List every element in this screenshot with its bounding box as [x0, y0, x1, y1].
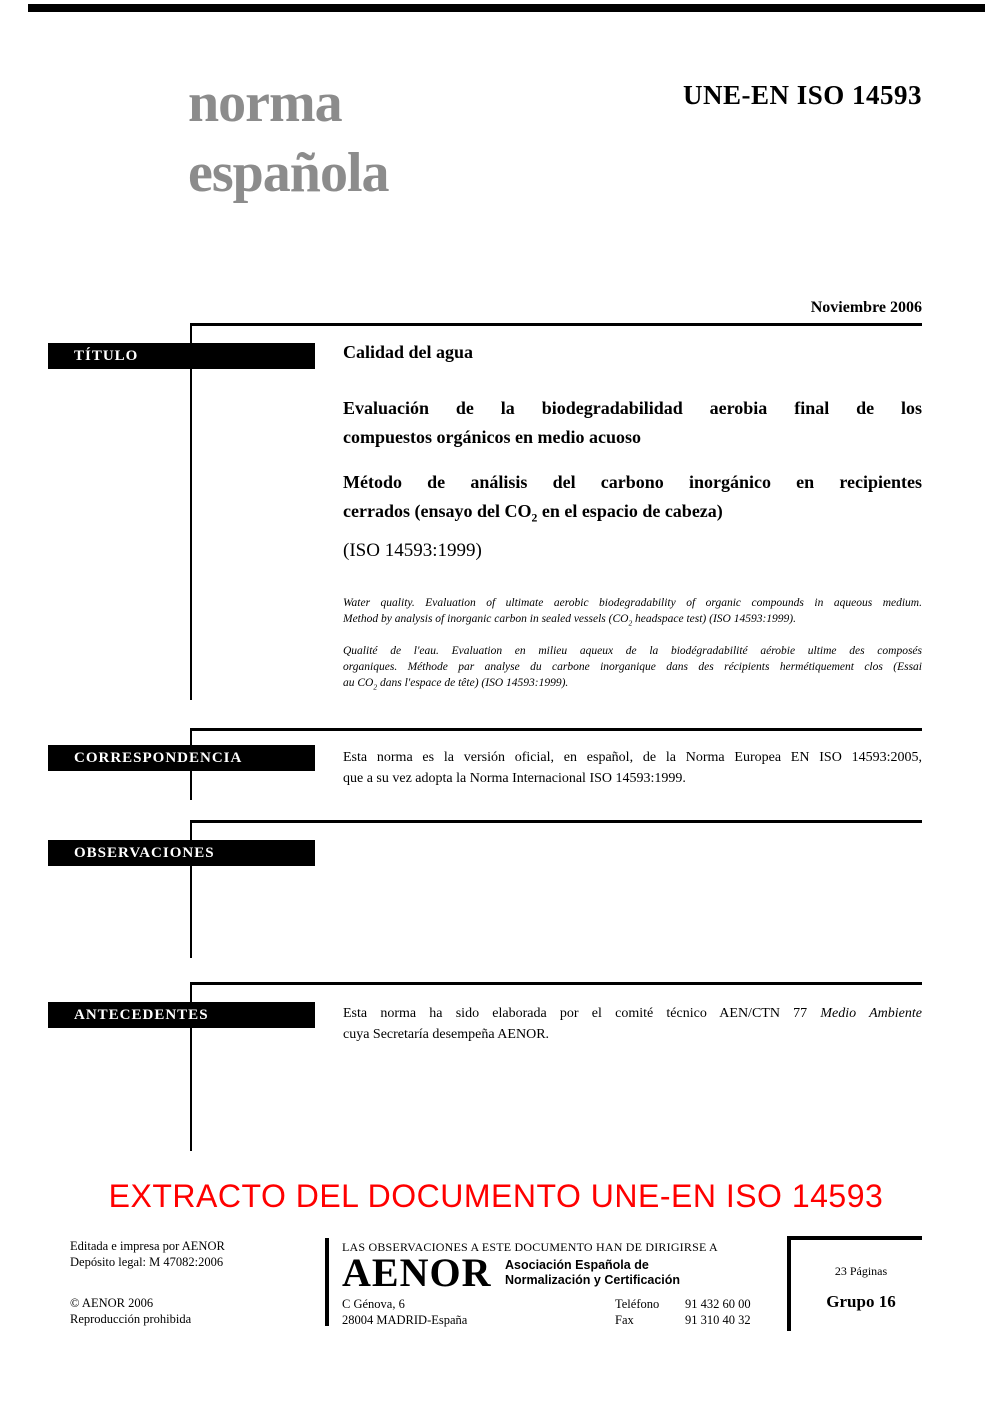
- committee-name: Medio Ambiente: [820, 1006, 922, 1021]
- section-label-observaciones: OBSERVACIONES: [48, 840, 315, 866]
- vertical-rule-titulo: [190, 323, 192, 700]
- horizontal-rule-antecedentes: [190, 982, 922, 985]
- antecedentes-text: [343, 1003, 922, 1045]
- footer-edited-by: Editada e impresa por AENOR: [70, 1239, 225, 1253]
- section-label-titulo: TÍTULO: [48, 343, 315, 369]
- correspondencia-line2: que a su vez adopta la Norma Internacional ISO 14593:1999.: [343, 771, 686, 786]
- title-english: [343, 595, 922, 631]
- brand-line-2: española: [188, 142, 389, 204]
- horizontal-rule-correspondencia: [190, 728, 922, 731]
- aenor-address: [342, 1296, 467, 1328]
- aenor-logo: AENOR: [342, 1250, 492, 1295]
- fax-label: Fax: [615, 1313, 634, 1327]
- title-english-line2: Method by analysis of inorganic carbon in sealed vessels ($CO_2$ headspace test) (ISO 14593:1999).: [343, 613, 797, 628]
- title-french-line3: au $CO_2$ dans l'espace de tête) (ISO 14593:1999).: [343, 677, 569, 692]
- title-spanish: [343, 394, 922, 452]
- co2-subscript: 2: [531, 511, 538, 525]
- title-english-line1: Water quality. Evaluation of ultimate aerobic biodegradability of organic compounds in aqueous medium.: [343, 597, 922, 609]
- antecedentes-line2: cuya Secretaría desempeña AENOR.: [343, 1027, 550, 1042]
- aenor-organization-name: Asociación Española de Normalización y Certificación: [505, 1258, 681, 1287]
- footer-contact: [615, 1296, 751, 1328]
- footer-notice: LAS OBSERVACIONES A ESTE DOCUMENTO HAN DE DIRIGIRSE A: [342, 1240, 718, 1254]
- iso-reference: (ISO 14593:1999): [343, 540, 482, 561]
- phone-number: 91 432 60 00: [685, 1297, 751, 1311]
- brand-line-1: norma: [188, 72, 342, 134]
- page-count: 23 Páginas: [834, 1264, 888, 1278]
- co2-subscript: 2: [373, 682, 378, 692]
- pages-box-top-line: [787, 1236, 922, 1240]
- horizontal-rule-titulo: [190, 323, 922, 326]
- section-label-antecedentes: ANTECEDENTES: [48, 1002, 315, 1028]
- group-number: Grupo 16: [826, 1292, 896, 1311]
- title-spanish-line2: compuestos orgánicos en medio acuoso: [343, 427, 641, 447]
- footer-divider: [325, 1238, 329, 1326]
- section-label-correspondencia: CORRESPONDENCIA: [48, 745, 315, 771]
- title-french: [343, 643, 922, 695]
- title-method: [343, 468, 922, 533]
- address-street: C Génova, 6: [342, 1297, 405, 1311]
- correspondencia-line1: Esta norma es la versión oficial, en español, de la Norma Europea EN ISO 14593:2005,: [343, 750, 922, 765]
- co2-subscript: 2: [628, 618, 633, 628]
- horizontal-rule-observaciones: [190, 820, 922, 823]
- title-french-line1: Qualité de l'eau. Evaluation en milieu aqueux de la biodégradabilité aérobie ultime des composés: [343, 645, 922, 657]
- extract-banner: EXTRACTO DEL DOCUMENTO UNE-EN ISO 14593: [108, 1178, 884, 1214]
- fax-number: 91 310 40 32: [685, 1313, 751, 1327]
- publication-date: Noviembre 2006: [810, 299, 922, 316]
- correspondencia-text: [343, 747, 922, 789]
- title-method-line2: cerrados (ensayo del $CO_2$ en el espacio de cabeza): [343, 501, 723, 525]
- footer-copyright: [70, 1295, 191, 1327]
- brand-norma-espanola: [188, 68, 389, 208]
- phone-label: Teléfono: [615, 1297, 660, 1311]
- title-method-line1: Método de análisis del carbono inorgánico en recipientes: [343, 472, 922, 492]
- pages-box-left-line: [787, 1236, 791, 1331]
- footer-imprint: [70, 1238, 225, 1270]
- title-spanish-line1: Evaluación de la biodegradabilidad aerobia final de los: [343, 398, 922, 418]
- title-subject: Calidad del agua: [343, 342, 474, 362]
- address-city: 28004 MADRID-España: [342, 1313, 468, 1327]
- top-black-bar: [28, 4, 985, 12]
- footer-reproduction-line: Reproducción prohibida: [70, 1312, 192, 1326]
- footer-copyright-line: © AENOR 2006: [70, 1296, 154, 1310]
- antecedentes-line1: Esta norma ha sido elaborada por el comité técnico AEN/CTN 77 Medio Ambiente: [343, 1006, 922, 1021]
- document-code: UNE-EN ISO 14593: [682, 80, 922, 110]
- footer-legal-deposit: Depósito legal: M 47082:2006: [70, 1255, 224, 1269]
- title-french-line2: organiques. Méthode par analyse du carbone inorganique dans des récipients hermétiquement clos (Essai: [343, 661, 922, 673]
